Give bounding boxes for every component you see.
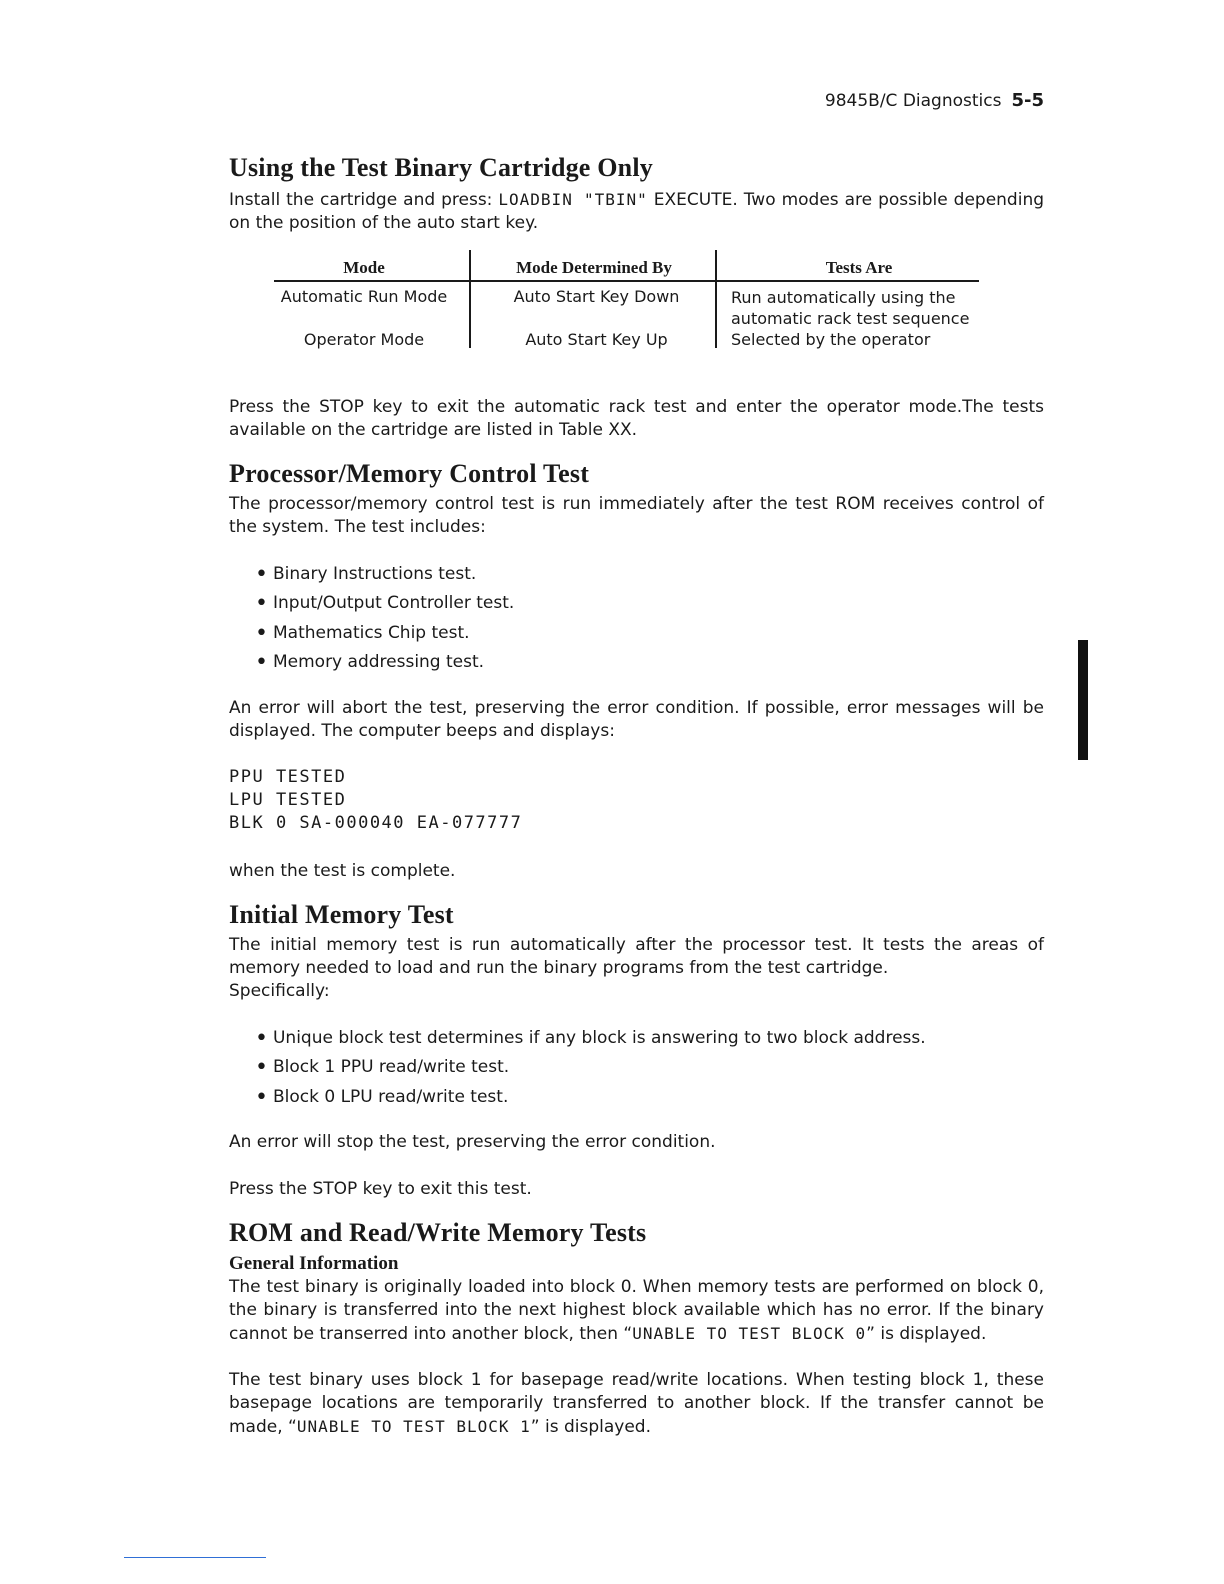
change-bar [1078, 640, 1088, 760]
list-item: • Binary Instructions test. [255, 563, 514, 592]
section-intro-initial-memory: The initial memory test is run automatically after the processor test. It tests the areas of memory needed to load and run the binary programs from the test cartridge. [229, 935, 1044, 978]
message-code: UNABLE TO TEST BLOCK 0 [632, 1324, 867, 1343]
running-header [825, 90, 1044, 111]
table-header-determined-by: Mode Determined By [516, 258, 672, 277]
list-item: • Input/Output Controller test. [255, 592, 514, 621]
section-title-processor-memory: Processor/Memory Control Test [229, 459, 590, 488]
code-line: PPU TESTED [229, 767, 347, 787]
bullet-list-processor-tests [255, 563, 514, 680]
section-title-rom-readwrite: ROM and Read/Write Memory Tests [229, 1218, 647, 1247]
paragraph-error-abort: An error will abort the test, preserving the error condition. If possible, error messages will be displayed. The computer beeps and displays: [229, 698, 1044, 741]
list-item: • Mathematics Chip test. [255, 622, 514, 651]
paragraph-block-1: The test binary uses block 1 for basepage read/write locations. When testing block 1, these basepage locations are temporarily transferred to another block. If the transfer cannot be made, “UNABLE TO TEST BLOCK 1” is displayed. [229, 1370, 1044, 1437]
paragraph-block-0: The test binary is originally loaded into block 0. When memory tests are performed on block 0, the binary is transferred into the next highest block available which has no error. If the binary cannot be transerred into another block, then “UNABLE TO TEST BLOCK 0” is displayed. [229, 1277, 1044, 1344]
table-header-rule [274, 280, 979, 282]
table-cell: Auto Start Key Up [525, 330, 668, 349]
table-cell: Auto Start Key Down [513, 287, 680, 306]
footer-rule [124, 1557, 266, 1558]
bullet-list-initial-memory-tests [255, 1027, 926, 1115]
code-line: BLK 0 SA-000040 EA-077777 [229, 813, 523, 833]
table-cell: Selected by the operator [731, 330, 931, 349]
section-intro-cartridge: Install the cartridge and press: LOADBIN "TBIN" EXECUTE. Two modes are possible depending on the position of the auto start key. [229, 190, 1045, 233]
section-intro-processor: The processor/memory control test is run immediately after the test ROM receives control of the system. The test includes: [229, 494, 1044, 537]
table-column-divider [469, 250, 471, 348]
list-item: • Unique block test determines if any block is answering to two block address. [255, 1027, 926, 1056]
command-code: LOADBIN "TBIN" [498, 190, 648, 209]
page-number: 5-5 [1011, 90, 1044, 111]
section-title-test-binary-cartridge: Using the Test Binary Cartridge Only [229, 153, 653, 182]
paragraph-specifically: Specifically: [229, 981, 330, 1001]
mode-table [274, 250, 979, 355]
paragraph-stop-key: Press the STOP key to exit the automatic rack test and enter the operator mode.The tests available on the cartridge are listed in Table XX. [229, 397, 1044, 440]
paragraph-error-stop: An error will stop the test, preserving the error condition. [229, 1132, 716, 1152]
list-item: • Memory addressing test. [255, 651, 514, 680]
section-title-initial-memory: Initial Memory Test [229, 900, 454, 929]
message-code: UNABLE TO TEST BLOCK 1 [296, 1417, 531, 1436]
paragraph-stop-exit: Press the STOP key to exit this test. [229, 1179, 532, 1199]
list-item: • Block 1 PPU read/write test. [255, 1056, 926, 1085]
table-cell: Run automatically using the automatic rack test sequence [731, 288, 970, 328]
display-output [229, 766, 522, 835]
table-header-tests-are: Tests Are [825, 258, 893, 277]
list-item: • Block 0 LPU read/write test. [255, 1086, 926, 1115]
table-cell: Operator Mode [303, 330, 425, 349]
subsection-title-general-info: General Information [229, 1253, 399, 1274]
running-title: 9845B/C Diagnostics [824, 91, 1002, 111]
paragraph-test-complete: when the test is complete. [229, 861, 456, 881]
table-header-mode: Mode [343, 258, 385, 277]
code-line: LPU TESTED [229, 790, 347, 810]
table-cell: Automatic Run Mode [280, 287, 448, 306]
